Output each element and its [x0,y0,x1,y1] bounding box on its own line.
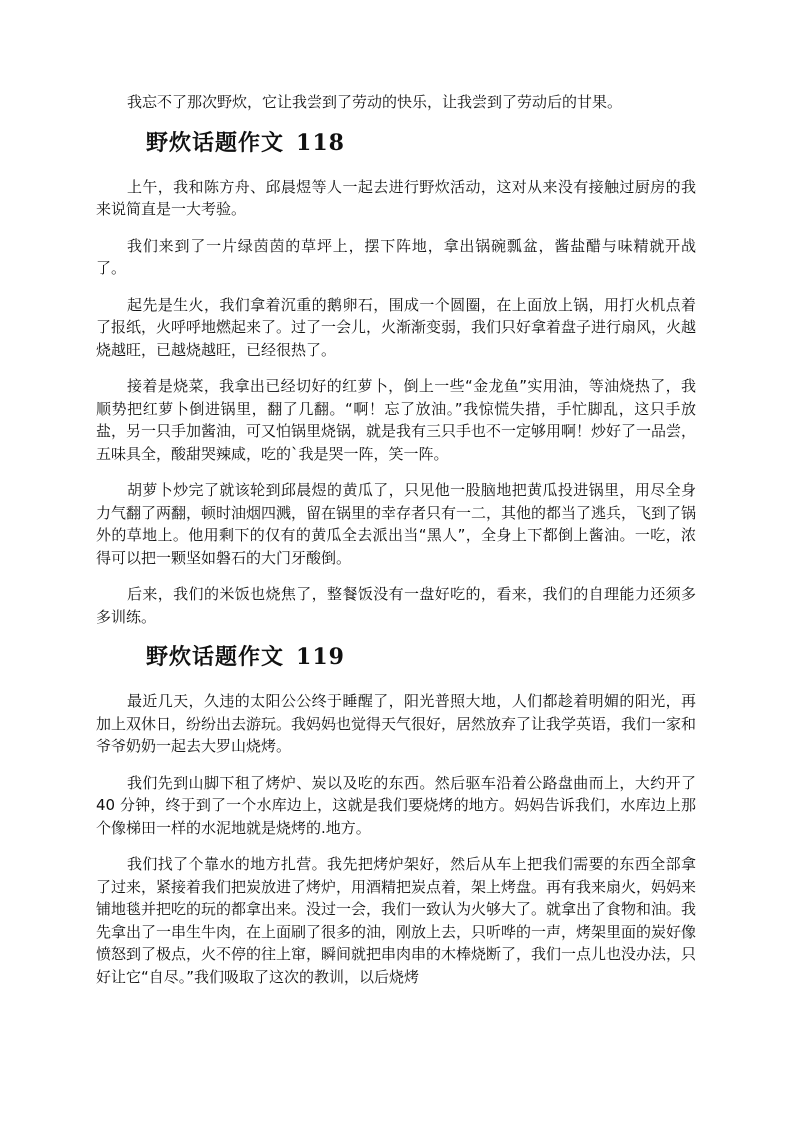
paragraph: 我们来到了一片绿茵茵的草坪上，摆下阵地，拿出锅碗瓢盆，酱盐醋与味精就开战了。 [96,236,696,277]
paragraph: 上午，我和陈方舟、邱晨煜等人一起去进行野炊活动，这对从来没有接触过厨房的我来说简直是一大考验。 [96,177,696,218]
paragraph: 我们先到山脚下租了烤炉、炭以及吃的东西。然后驱车沿着公路盘曲而上，大约开了 40 分钟，终于到了一个水库边上，这就是我们要烧烤的地方。妈妈告诉我们，水库边上那个像梯田一样的水泥地就是烧烤的.地方。 [96,773,696,837]
section-title: 野炊话题作文 [146,644,285,670]
paragraph: 接着是烧菜，我拿出已经切好的红萝卜，倒上一些“金龙鱼”实用油，等油烧热了，我顺势把红萝卜倒进锅里，翻了几翻。“啊！忘了放油。”我惊慌失措，手忙脚乱，这只手放盐，另一只手加酱油，可又怕锅里烧锅，就是我有三只手也不一定够用啊！炒好了一品尝，五味具全，酸甜哭辣咸，吃的`我是哭一阵，笑一阵。 [96,377,697,463]
intro-paragraph: 我忘不了那次野炊，它让我尝到了劳动的快乐，让我尝到了劳动后的甘果。 [127,93,623,111]
section-title: 野炊话题作文 [146,129,285,156]
paragraph: 我们找了个靠水的地方扎营。我先把烤炉架好，然后从车上把我们需要的东西全部拿了过来，紧接着我们把炭放进了烤炉，用酒精把炭点着，架上烤盘。再有我来扇火，妈妈来铺地毯并把吃的玩的都拿出来。没过一会，我们一致认为火够大了。就拿出了食物和油。我先拿出了一串生牛肉，在上面刷了很多的油，刚放上去，只听哗的一声，烤架里面的炭好像愤怒到了极点，火不停的往上窜，瞬间就把串肉串的木棒烧断了，我们一点儿也没办法，只好让它“自尽。”我们吸取了这次的教训，以后烧烤 [96,855,697,986]
paragraph: 起先是生火，我们拿着沉重的鹅卵石，围成一个圆圈，在上面放上锅，用打火机点着了报纸，火呼呼地燃起来了。过了一会儿，火渐渐变弱，我们只好拿着盘子进行扇风，火越烧越旺，已越烧越旺，已经很热了。 [96,295,697,359]
document-body [96,91,696,988]
paragraph: 最近几天，久违的太阳公公终于睡醒了，阳光普照大地，人们都趁着明媚的阳光，再加上双休日，纷纷出去游玩。我妈妈也觉得天气很好，居然放弃了让我学英语，我们一家和爷爷奶奶一起去大罗山烧烤。 [96,692,697,755]
paragraph: 胡萝卜炒完了就该轮到邱晨煜的黄瓜了，只见他一股脑地把黄瓜投进锅里，用尽全身力气翻了两翻，顿时油烟四溅，留在锅里的幸存者只有一二，其他的都当了逃兵，飞到了锅外的草地上。他用剩下的仅有的黄瓜全去派出当“黑人”，全身上下都倒上酱油。一吃，浓得可以把一颗坚如磐石的大门牙酸倒。 [96,481,697,567]
section-number: 119 [296,644,345,670]
section-heading-118 [146,128,696,158]
paragraph: 后来，我们的米饭也烧焦了，整餐饭没有一盘好吃的，看来，我们的自理能力还须多多训练。 [96,585,696,626]
section-number: 118 [296,129,345,156]
section-heading-119 [146,642,696,672]
